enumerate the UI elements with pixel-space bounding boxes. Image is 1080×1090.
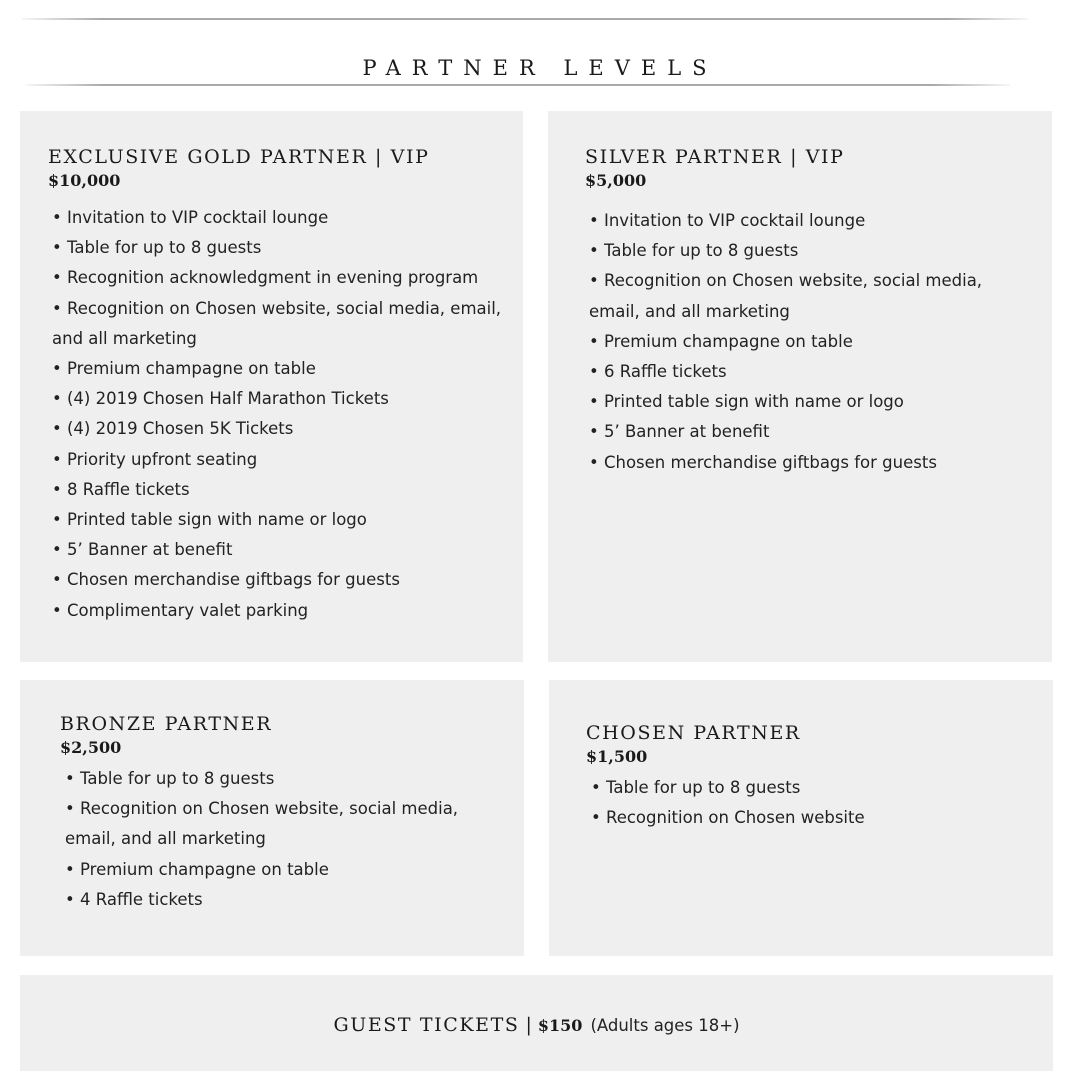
guest-tickets-banner: [20, 975, 1053, 1071]
benefit-list: [586, 773, 1031, 833]
benefit-item: • Table for up to 8 guests: [591, 773, 1031, 803]
tier-price: $2,500: [60, 738, 122, 757]
benefit-item: • Premium champagne on table: [52, 354, 522, 384]
benefit-list: [48, 203, 522, 626]
benefit-item: • Invitation to VIP cocktail lounge: [52, 203, 522, 233]
tier-title: CHOSEN PARTNER: [586, 722, 801, 744]
guest-tickets-note: (Adults ages 18+): [590, 1016, 740, 1035]
benefit-item: • Chosen merchandise giftbags for guests: [52, 565, 522, 595]
tier-price: $10,000: [48, 171, 121, 190]
benefit-item: • 8 Raffle tickets: [52, 475, 522, 505]
benefit-item: • Table for up to 8 guests: [65, 764, 505, 794]
guest-tickets-line: [20, 1013, 1053, 1038]
benefit-item: • Printed table sign with name or logo: [52, 505, 522, 535]
benefit-item: • (4) 2019 Chosen 5K Tickets: [52, 414, 522, 444]
benefit-item: • Recognition on Chosen website: [591, 803, 1031, 833]
guest-tickets-price: $150: [537, 1016, 583, 1035]
benefit-item: • 6 Raffle tickets: [589, 357, 1029, 387]
benefit-item: • Table for up to 8 guests: [589, 236, 1029, 266]
benefit-item: • Complimentary valet parking: [52, 596, 522, 626]
guest-tickets-title: GUEST TICKETS: [333, 1014, 520, 1036]
tier-title: BRONZE PARTNER: [60, 713, 273, 735]
tier-card-chosen: [549, 680, 1053, 956]
benefit-item: • 4 Raffle tickets: [65, 885, 505, 915]
benefit-item: • Recognition on Chosen website, social media, email, and all marketing: [65, 794, 505, 854]
benefit-item: • Premium champagne on table: [65, 855, 505, 885]
benefit-item: • Invitation to VIP cocktail lounge: [589, 206, 1029, 236]
top-divider: [22, 18, 1028, 20]
benefit-item: • 5’ Banner at benefit: [589, 417, 1029, 447]
page-title: PARTNER LEVELS: [362, 56, 718, 81]
tier-card-gold: [20, 111, 523, 662]
benefit-item: • Recognition acknowledgment in evening program: [52, 263, 522, 293]
benefit-item: • Premium champagne on table: [589, 327, 1029, 357]
tier-card-silver: [548, 111, 1052, 662]
tier-card-bronze: [20, 680, 524, 956]
tier-title: EXCLUSIVE GOLD PARTNER | VIP: [48, 146, 430, 168]
benefit-item: • Recognition on Chosen website, social media, email, and all marketing: [52, 294, 522, 354]
benefit-list: [585, 206, 1029, 478]
benefit-item: • (4) 2019 Chosen Half Marathon Tickets: [52, 384, 522, 414]
tier-price: $1,500: [586, 747, 648, 766]
guest-separator: |: [525, 1014, 532, 1036]
benefit-item: • Printed table sign with name or logo: [589, 387, 1029, 417]
tier-price: $5,000: [585, 171, 647, 190]
benefit-list: [60, 764, 505, 915]
benefit-item: • 5’ Banner at benefit: [52, 535, 522, 565]
benefit-item: • Table for up to 8 guests: [52, 233, 522, 263]
benefit-item: • Recognition on Chosen website, social media, email, and all marketing: [589, 266, 1029, 326]
benefit-item: • Chosen merchandise giftbags for guests: [589, 448, 1029, 478]
heading-divider: [26, 84, 1010, 86]
tier-title: SILVER PARTNER | VIP: [585, 146, 845, 168]
benefit-item: • Priority upfront seating: [52, 445, 522, 475]
